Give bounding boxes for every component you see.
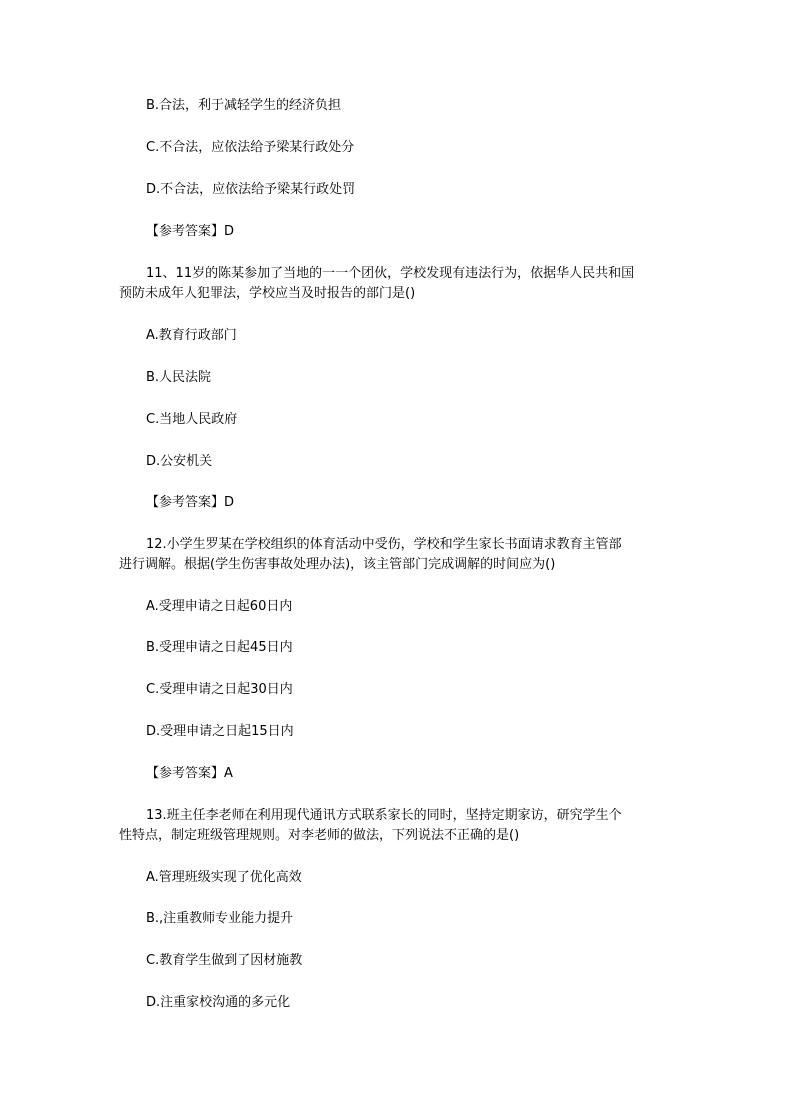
option-c: C.教育学生做到了因材施教 [146,953,303,968]
question-11-stem: 11、11岁的陈某参加了当地的一一个团伙，学校发现有违法行为，依据华人民共和国 [146,266,635,281]
option-b: B.合法，利于减轻学生的经济负担 [146,98,342,113]
reference-answer: 【参考答案】D [146,495,235,510]
reference-answer: 【参考答案】D [146,224,235,239]
reference-answer: 【参考答案】A [146,766,233,781]
question-13-stem-cont: 性特点，制定班级管理规则。对李老师的做法，下列说法不正确的是() [119,828,520,843]
option-b: B.,注重教师专业能力提升 [146,911,294,926]
option-d: D.受理申请之日起15日内 [146,724,294,739]
option-c: C.受理申请之日起30日内 [146,682,293,697]
option-a: A.受理申请之日起60日内 [146,599,293,614]
question-12-stem-cont: 进行调解。根据(学生伤害事故处理办法)，该主管部门完成调解的时间应为() [119,557,556,572]
option-a: A.管理班级实现了优化高效 [146,870,302,885]
question-12-stem: 12.小学生罗某在学校组织的体育活动中受伤，学校和学生家长书面请求教育主管部 [146,537,622,552]
question-11-stem-cont: 预防未成年人犯罪法，学校应当及时报告的部门是() [119,286,416,301]
option-b: B.人民法院 [146,370,212,385]
option-d: D.注重家校沟通的多元化 [146,995,291,1010]
option-b: B.受理申请之日起45日内 [146,640,293,655]
option-c: C.不合法，应依法给予梁某行政处分 [146,140,355,155]
option-d: D.不合法，应依法给予梁某行政处罚 [146,182,356,197]
option-d: D.公安机关 [146,454,213,469]
option-c: C.当地人民政府 [146,412,238,427]
question-13-stem: 13.班主任李老师在利用现代通讯方式联系家长的同时，坚持定期家访，研究学生个 [146,808,622,823]
option-a: A.教育行政部门 [146,328,237,343]
